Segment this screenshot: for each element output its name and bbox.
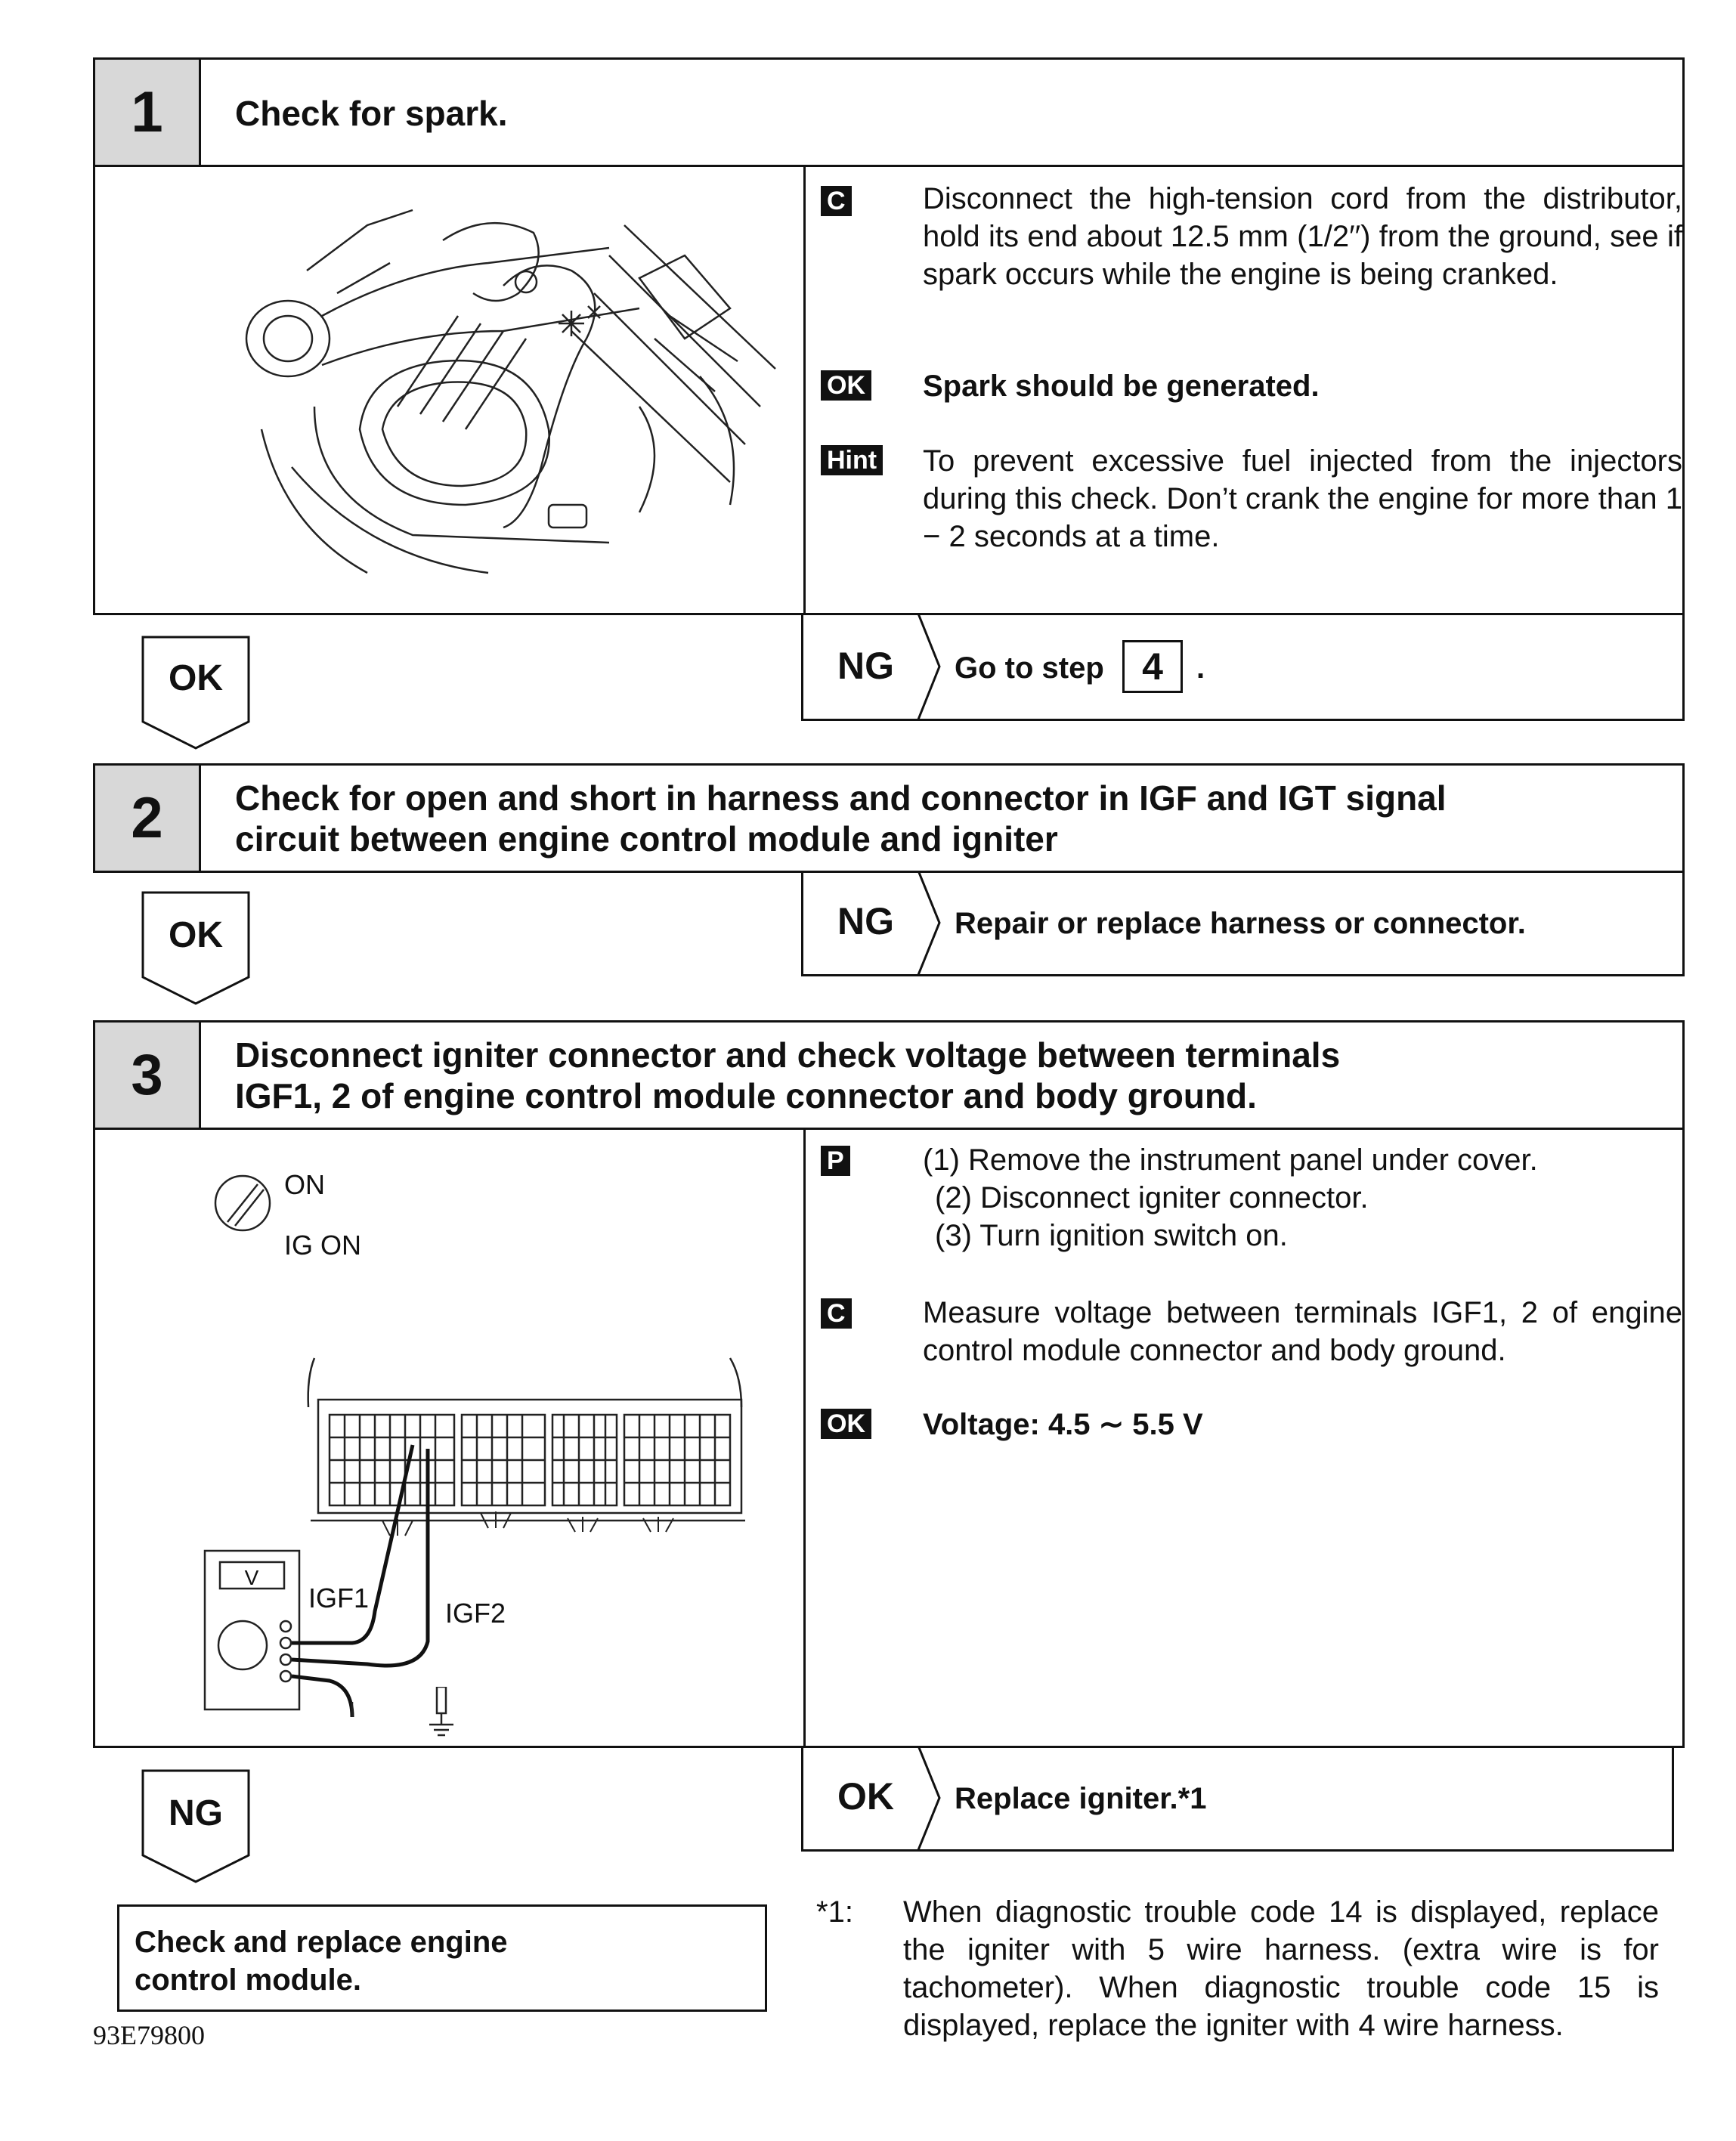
step3-check-text: Measure voltage between terminals IGF1, 2 of engine control module connector and body ground. (923, 1296, 1682, 1367)
switch-ig-on-label: IG ON (284, 1230, 362, 1261)
prep-label: P (821, 1146, 850, 1176)
step2-number: 2 (95, 766, 201, 871)
check-label: C (821, 1298, 852, 1329)
step3-body (93, 1128, 1685, 1748)
voltage-check-diagram (110, 1143, 791, 1725)
step3-ok-label: OK (837, 1775, 894, 1818)
check-label: C (821, 186, 852, 216)
step2-title-line1: Check for open and short in harness and connector in IGF and IGT signal (235, 778, 1447, 818)
step-reference-number: 4 (1142, 645, 1163, 688)
step3-ng-result: NG (169, 1793, 223, 1833)
step2-title-line2: circuit between engine control module and igniter (235, 819, 1058, 859)
step3-title-line1: Disconnect igniter connector and check voltage between terminals (235, 1035, 1341, 1075)
step2-ok-result: OK (169, 915, 223, 955)
step3-ok-spec (821, 1406, 1682, 1443)
final-action-text: Check and replace engine control module. (135, 1926, 508, 1997)
document-code: 93E79800 (93, 2020, 205, 2050)
step1-divider (803, 165, 806, 615)
ok-chevron (917, 1746, 947, 1850)
spark-check-illustration (216, 180, 791, 588)
ecm-connector (308, 1358, 745, 1521)
step1-ok-result: OK (169, 658, 223, 698)
step2-header (93, 763, 1685, 873)
step1-ng-label: NG (837, 645, 894, 687)
step2-ng-branch (801, 871, 1685, 976)
step1-ok-text: Spark should be generated. (923, 370, 1320, 403)
step1-instruction-c (821, 180, 1682, 293)
step2-ng-text: Repair or replace harness or connector. (955, 907, 1526, 940)
voltage-spec: Voltage: 4.5 ∼ 5.5 V (923, 1408, 1203, 1441)
step3-title-line2: IGF1, 2 of engine control module connector and body ground. (235, 1076, 1257, 1115)
probe-igf2-label: IGF2 (445, 1598, 506, 1629)
step3-number: 3 (95, 1023, 201, 1128)
step2-ng-label: NG (837, 900, 894, 942)
step-reference-box (1122, 640, 1183, 693)
prep-step-1: (1) Remove the instrument panel under cover. (923, 1143, 1538, 1177)
step1-instruction-ok (821, 367, 1682, 405)
switch-on-label: ON (284, 1169, 325, 1200)
step1-ng-branch (801, 614, 1685, 721)
step1-check-text: Disconnect the high-tension cord from the distributor, hold its end about 12.5 mm (1/2′′) from the ground, see if spark occurs while the engine is being cranked. (923, 182, 1682, 291)
step3-divider (803, 1128, 806, 1748)
step3-check (821, 1294, 1682, 1369)
probe-igf1-label: IGF1 (308, 1583, 370, 1613)
meter-mode-label: V (244, 1566, 259, 1589)
ng-chevron (917, 871, 947, 975)
ng-chevron (917, 614, 947, 719)
step1-number: 1 (95, 60, 201, 165)
prep-step-2: (2) Disconnect igniter connector. (935, 1181, 1369, 1214)
footnote-marker: *1: (816, 1895, 853, 1929)
step1-instruction-hint (821, 442, 1682, 555)
ok-label: OK (821, 370, 871, 401)
step1-ng-suffix: . (1196, 651, 1205, 685)
step3-ok-text: Replace igniter.*1 (955, 1782, 1207, 1815)
step3-prep (821, 1141, 1682, 1255)
step3-ok-branch (801, 1746, 1674, 1852)
step1-hint-text: To prevent excessive fuel injected from the injectors during this check. Don’t crank the engine for more than 1 − 2 seconds at a time. (923, 444, 1682, 553)
step1-header (93, 57, 1685, 167)
ground-probe (420, 1687, 466, 1740)
prep-step-3: (3) Turn ignition switch on. (935, 1219, 1288, 1252)
ignition-switch-icon (215, 1176, 270, 1230)
ok-label: OK (821, 1409, 871, 1439)
step3-header (93, 1020, 1685, 1130)
hint-label: Hint (821, 445, 883, 475)
step1-title: Check for spark. (235, 94, 508, 133)
step1-body (93, 165, 1685, 615)
final-action-box (117, 1904, 767, 2012)
step1-ng-text: Go to step (955, 651, 1104, 685)
footnote-text: When diagnostic trouble code 14 is displayed, replace the igniter with 5 wire harness. (extra wire is for tachometer). When diagnostic trouble code 15 is displayed, replace the igniter with 4 wire harness. (903, 1895, 1659, 2042)
